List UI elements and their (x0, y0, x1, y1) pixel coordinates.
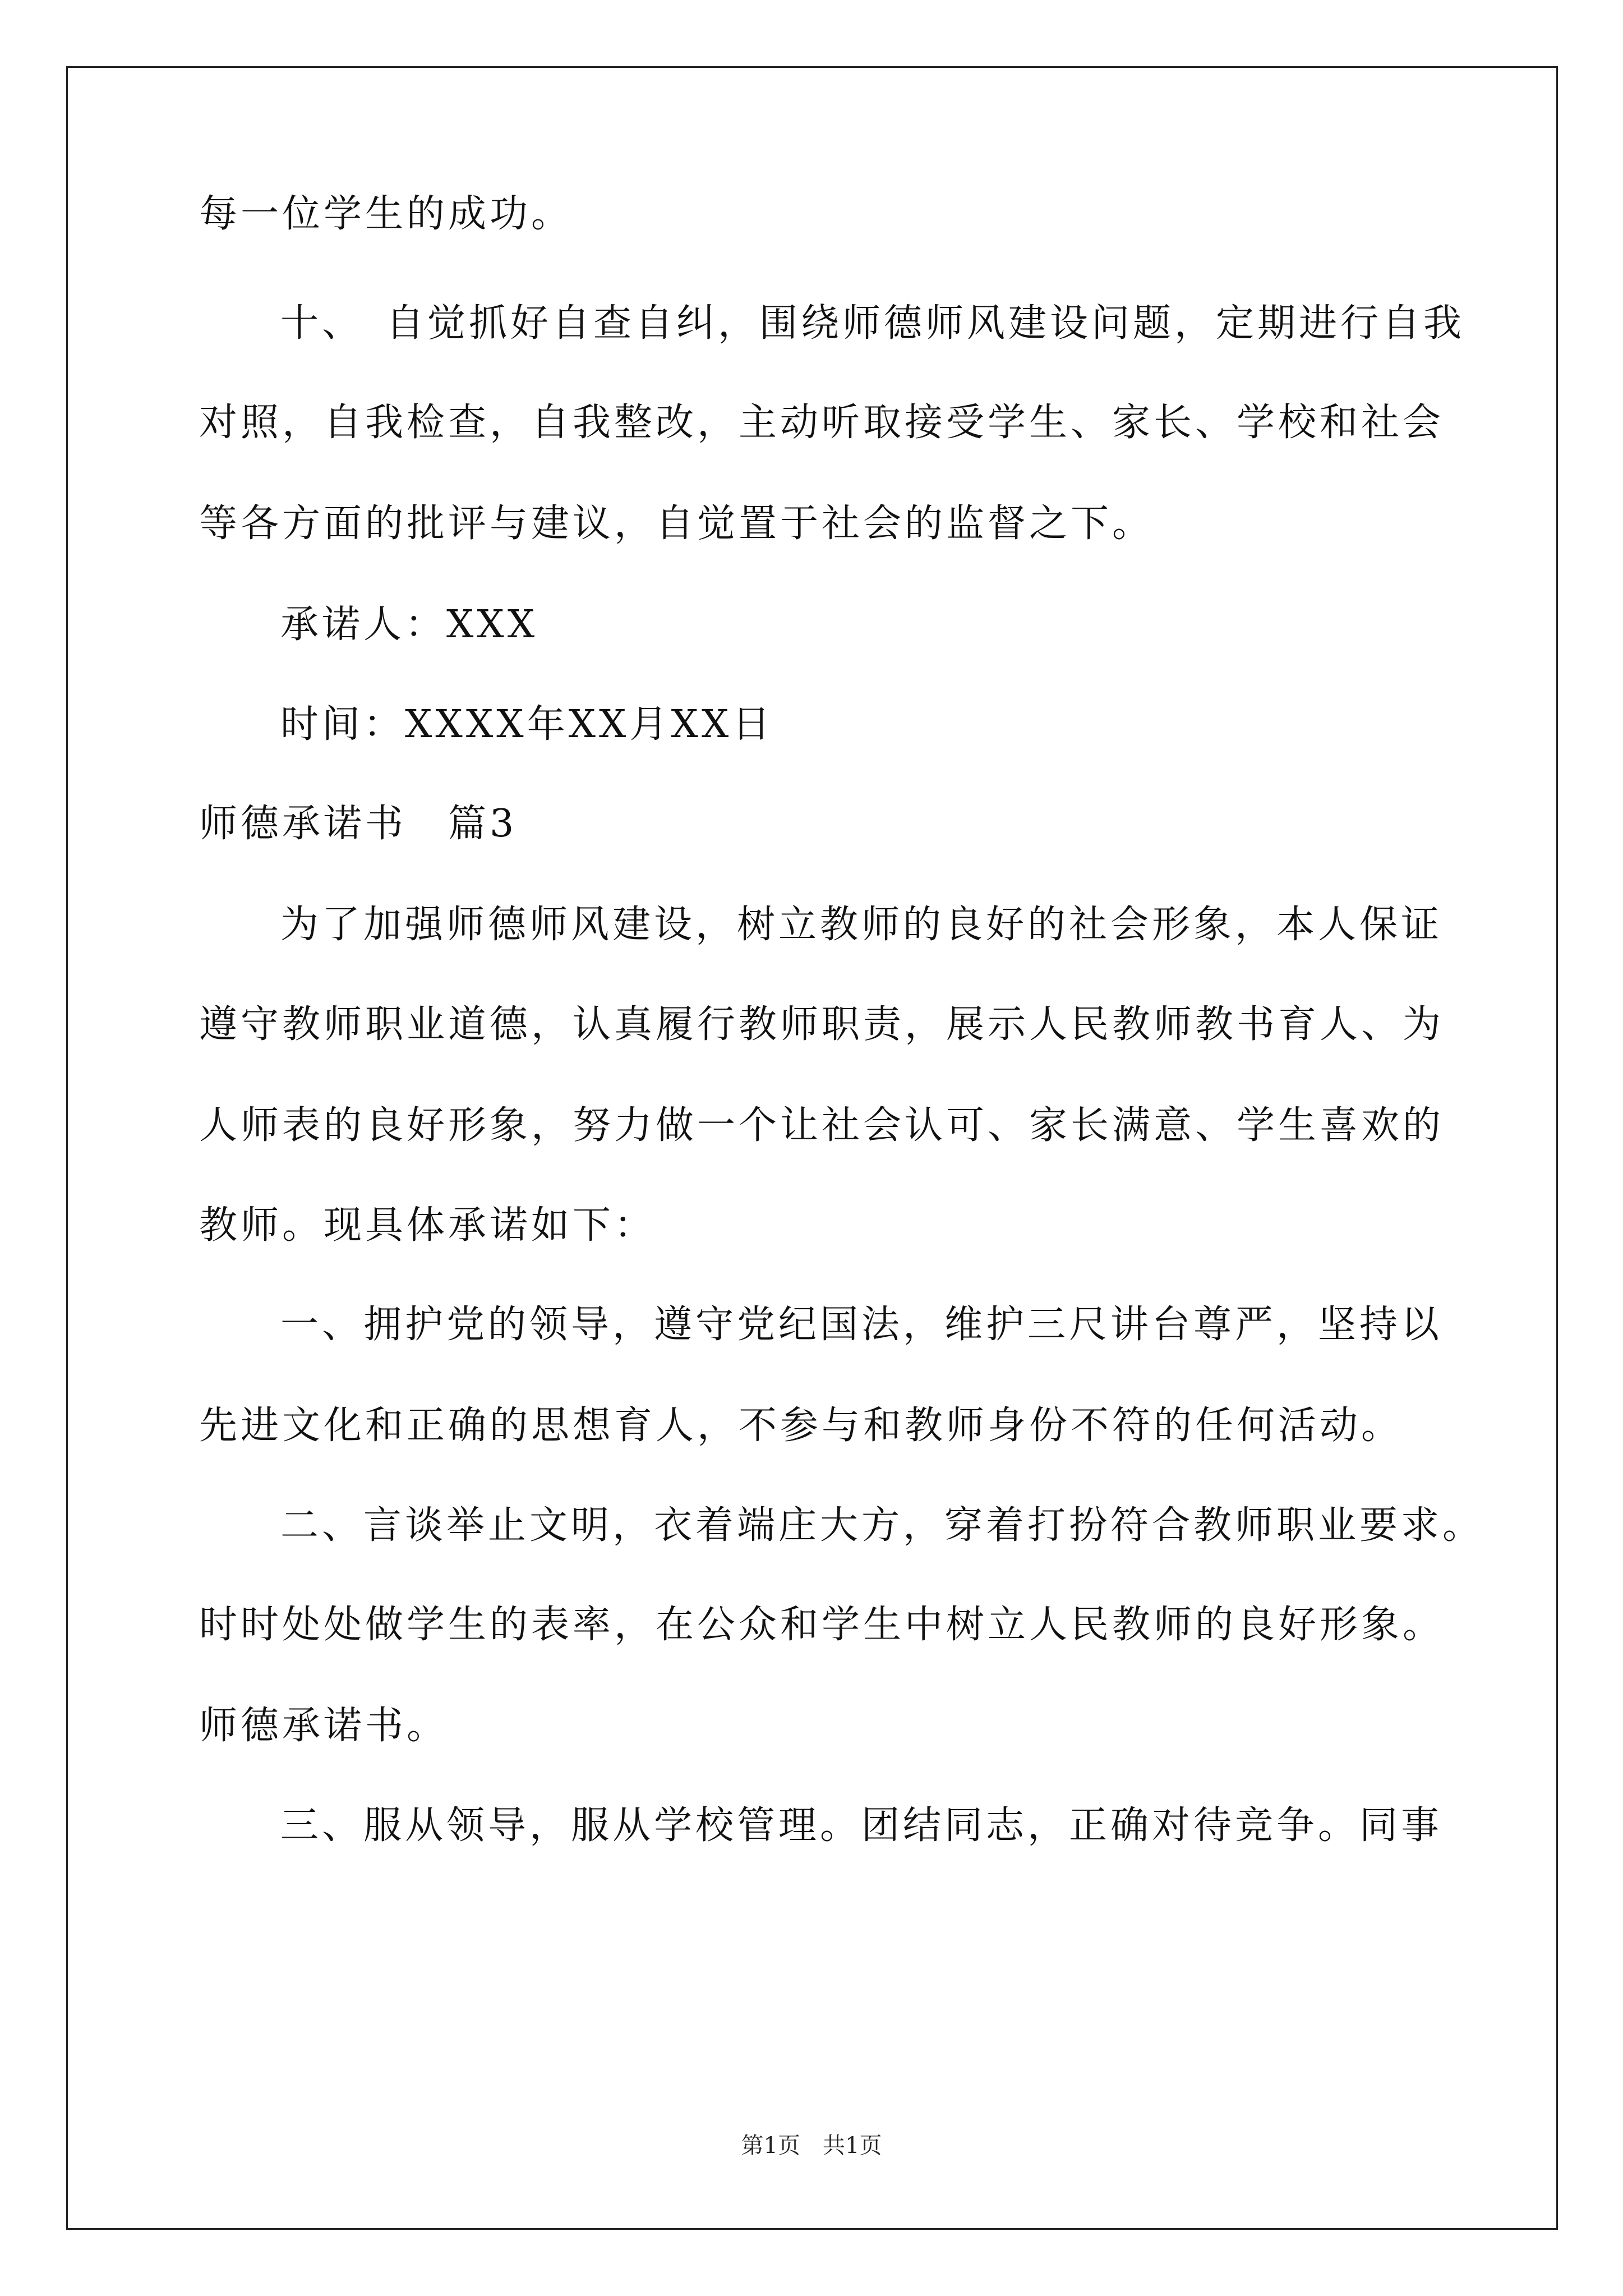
text-line: 等各方面的批评与建议，自觉置于社会的监督之下。 (199, 501, 1154, 546)
text-line: 教师。现具体承诺如下： (199, 1203, 656, 1248)
text-line: 每一位学生的成功。 (199, 192, 573, 236)
text-line: 十、 自觉抓好自查自纠，围绕师德师风建设问题，定期进行自我 (280, 301, 1465, 346)
text-line: 三、服从领导，服从学校管理。团结同志，正确对待竞争。同事 (280, 1803, 1443, 1848)
text-line: 为了加强师德师风建设，树立教师的良好的社会形象，本人保证 (280, 903, 1443, 947)
signatory-line: 承诺人：XXX (280, 602, 538, 647)
text-line: 先进文化和正确的思想育人，不参与和教师身份不符的任何活动。 (199, 1404, 1403, 1448)
text-line: 师德承诺书。 (199, 1704, 449, 1748)
text-line: 遵守教师职业道德，认真履行教师职责，展示人民教师教书育人、为 (199, 1002, 1445, 1047)
text-line: 对照，自我检查，自我整改，主动听取接受学生、家长、学校和社会 (199, 401, 1445, 445)
page-footer: 第1页 共1页 (741, 2133, 882, 2159)
text-line: 一、拥护党的领导，遵守党纪国法，维护三尺讲台尊严，坚持以 (280, 1303, 1443, 1347)
date-line: 时间：XXXX年XX月XX日 (280, 702, 774, 747)
text-line: 二、言谈举止文明，衣着端庄大方，穿着打扮符合教师职业要求。 (280, 1503, 1484, 1548)
section-heading: 师德承诺书 篇3 (199, 802, 518, 846)
text-line: 时时处处做学生的表率，在公众和学生中树立人民教师的良好形象。 (199, 1603, 1445, 1647)
page-border (66, 66, 1558, 2230)
text-line: 人师表的良好形象，努力做一个让社会认可、家长满意、学生喜欢的 (199, 1103, 1445, 1148)
